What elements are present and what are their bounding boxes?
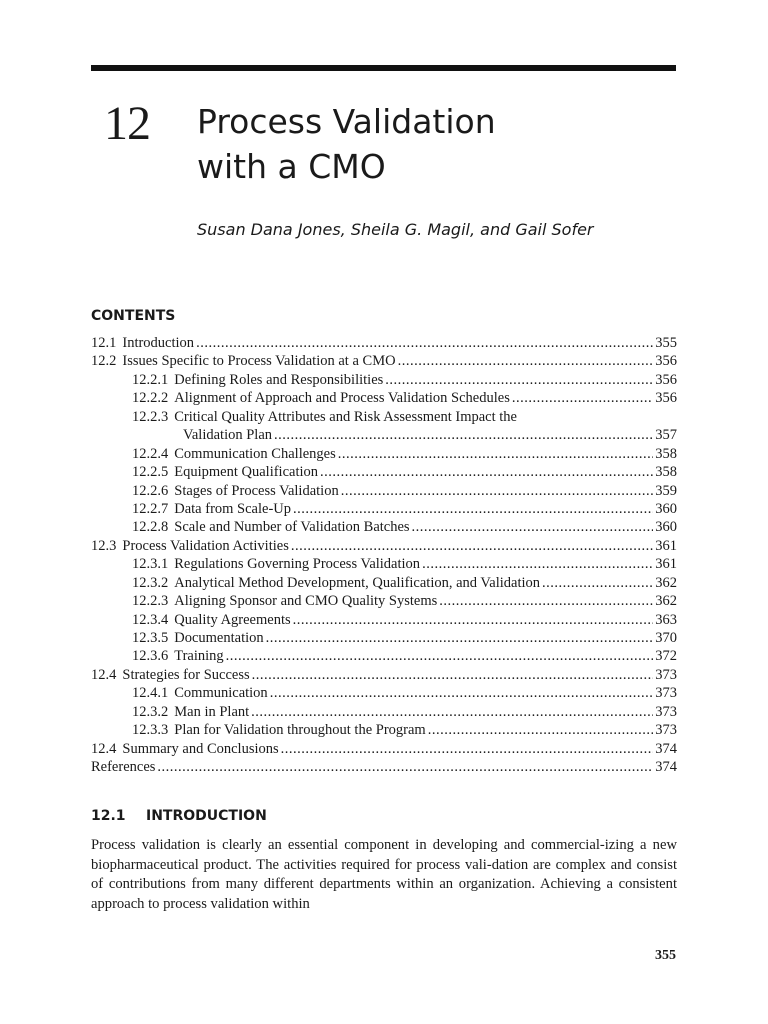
toc-entry-number: 12.4 [91,740,117,757]
toc-dot-leader [281,740,654,758]
toc-entry-label: Scale and Number of Validation Batches [174,519,410,536]
toc-entry [91,463,677,481]
toc-entry-page: 374 [655,759,677,776]
toc-entry-number: 12.4 [91,666,117,683]
toc-entry [91,611,677,629]
toc-entry-label: Documentation [174,630,264,646]
toc-entry-number: 12.3.4 [132,611,169,628]
toc-dot-leader [385,371,653,389]
toc-entry-label: Process Validation Activities [122,537,289,554]
toc-entry [91,500,677,518]
toc-entry-page: 370 [655,630,677,646]
toc-dot-leader [412,518,654,536]
toc-entry-label: Communication [174,685,268,702]
toc-dot-leader [428,721,654,739]
toc-dot-leader [542,574,653,592]
toc-entry-page: 363 [655,611,677,628]
toc-entry-page: 356 [655,371,677,388]
toc-dot-leader [338,445,654,463]
toc-entry-number: 12.2 [91,353,117,370]
chapter-title-line-1: Process Validation [197,102,496,141]
toc-entry [91,445,677,463]
toc-dot-leader [398,352,654,370]
toc-entry-page: 362 [655,574,677,591]
toc-entry-label: Equipment Qualification [174,464,319,481]
toc-entry [91,721,677,739]
toc-dot-leader [512,389,653,407]
toc-entry-number: 12.4.1 [132,685,169,702]
toc-entry [91,518,677,536]
introduction-paragraph: Process validation is clearly an essential component in developing and commercial-izing a new biopharmaceutical product. The activities required for process vali-dation are complex and consist of contributions from many different departments within an organization. Achieving a consistent approach to process validation within [91,837,677,912]
toc-dot-leader [157,758,653,776]
toc-entry-number: 12.3.6 [132,648,169,665]
toc-entry [91,684,677,702]
toc-entry [91,334,677,352]
toc-entry-page: 373 [655,722,677,739]
toc-entry-page: 361 [655,537,677,554]
toc-entry-label: Defining Roles and Responsibilities [174,371,384,388]
toc-entry-page: 356 [655,390,677,407]
toc-entry-page: 357 [655,427,677,444]
toc-dot-leader [252,666,654,684]
toc-entry-number: 12.2.8 [132,519,169,536]
toc-entry-number: 12.3.2 [132,574,169,591]
toc-entry-label: Critical Quality Attributes and Risk Assessment Impact the [174,408,517,425]
chapter-authors: Susan Dana Jones, Sheila G. Magil, and Gail Sofer [197,220,594,239]
toc-dot-leader [274,426,653,444]
toc-entry-number: 12.2.2 [132,390,169,407]
toc-dot-leader [293,500,653,518]
toc-entry-label: Regulations Governing Process Validation [174,556,421,573]
chapter-title [197,99,667,189]
toc-entry-label: Communication Challenges [174,445,336,462]
toc-entry [91,740,677,758]
toc-entry-number: 12.3.5 [132,630,169,646]
toc-entry-page: 358 [655,445,677,462]
toc-entry-page: 359 [655,482,677,499]
toc-entry-label: Alignment of Approach and Process Validation Schedules [174,390,510,407]
toc-entry [91,537,677,555]
toc-dot-leader [291,537,653,555]
toc-entry-number: 12.3 [91,537,117,554]
toc-entry-label: Plan for Validation throughout the Program [174,722,426,739]
toc-dot-leader [341,482,654,500]
toc-entry-label: Stages of Process Validation [174,482,339,499]
chapter-number: 12 [104,97,150,150]
toc-entry-page: 356 [655,353,677,370]
toc-entry-number: 12.2.3 [132,408,169,425]
toc-entry [91,555,677,573]
toc-entry [91,629,677,647]
toc-entry-number: 12.3.3 [132,722,169,739]
toc-entry-page: 373 [655,685,677,702]
section-heading [91,806,267,826]
toc-entry [91,647,677,665]
toc-entry-page: 358 [655,464,677,481]
toc-entry-page: 355 [655,335,677,351]
toc-entry [91,666,677,684]
toc-dot-leader [196,334,653,352]
toc-entry-page: 374 [655,740,677,757]
section-title: INTRODUCTION [146,808,267,824]
toc-entry-label: References [91,759,156,776]
toc-entry-label: Quality Agreements [174,611,291,628]
toc-entry-label: Data from Scale-Up [174,500,292,517]
toc-entry-number: 12.2.6 [132,482,169,499]
toc-dot-leader [293,611,654,629]
toc-entry-number: 12.2.4 [132,445,169,462]
toc-entry-number: 12.1 [91,335,117,351]
toc-entry [91,408,677,426]
contents-heading: CONTENTS [91,308,176,324]
toc-entry-number: 12.2.5 [132,464,169,481]
toc-entry-label: Issues Specific to Process Validation at a CMO [122,353,396,370]
toc-entry [91,426,677,444]
toc-dot-leader [270,684,654,702]
toc-entry-page: 373 [655,666,677,683]
toc-entry [91,758,677,776]
toc-dot-leader [439,592,653,610]
toc-entry-page: 373 [655,703,677,720]
section-number: 12.1 [91,808,126,824]
toc-entry-label: Validation Plan [183,427,273,444]
toc-entry-page: 360 [655,519,677,536]
toc-entry-number: 12.2.3 [132,593,169,610]
toc-entry-page: 362 [655,593,677,610]
toc-entry-number: 12.3.1 [132,556,169,573]
toc-entry-label: Summary and Conclusions [122,740,279,757]
toc-dot-leader [320,463,653,481]
toc-dot-leader [251,703,653,721]
table-of-contents [91,334,677,777]
toc-entry-number: 12.2.7 [132,500,169,517]
toc-dot-leader [422,555,653,573]
toc-entry-page: 372 [655,648,677,665]
chapter-top-rule [91,65,676,71]
toc-entry [91,352,677,370]
chapter-title-line-2: with a CMO [197,147,386,186]
toc-dot-leader [226,647,654,665]
toc-entry [91,574,677,592]
toc-entry [91,482,677,500]
toc-entry-label: Analytical Method Development, Qualification, and Validation [174,574,541,591]
page-number: 355 [655,948,676,963]
toc-entry-number: 12.2.1 [132,371,169,388]
toc-entry [91,389,677,407]
toc-entry [91,703,677,721]
toc-entry-label: Man in Plant [174,703,250,720]
toc-entry-page: 361 [655,556,677,573]
toc-dot-leader [266,629,654,647]
toc-entry-page: 360 [655,500,677,517]
toc-entry-label: Aligning Sponsor and CMO Quality Systems [174,593,438,610]
toc-entry-label: Training [174,648,224,665]
toc-entry-number: 12.3.2 [132,703,169,720]
toc-entry-label: Introduction [122,335,195,351]
toc-entry [91,592,677,610]
toc-entry-label: Strategies for Success [122,666,250,683]
toc-entry [91,371,677,389]
